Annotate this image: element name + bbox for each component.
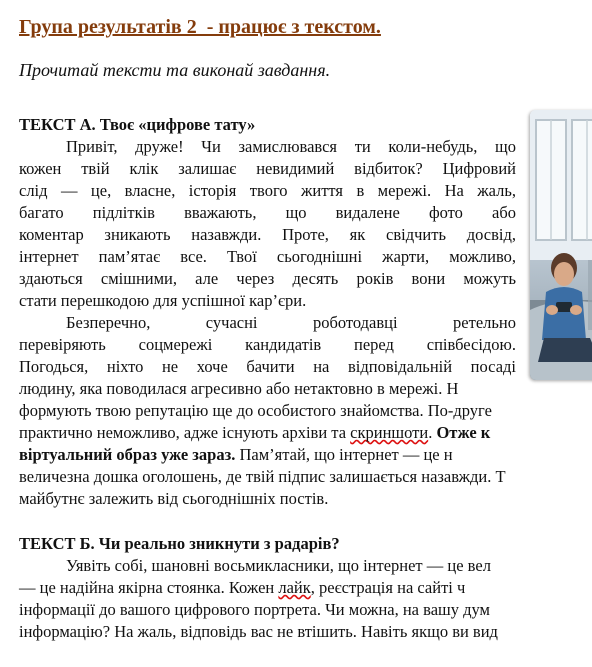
text-a-line: величезна дошка оголошень, де твій підпис залишається назавжди. Т bbox=[19, 467, 506, 486]
text-b-line: інформації до вашого цифрового портрета. Чи можна, на вашу дум bbox=[19, 600, 490, 619]
text-a-title: ТЕКСТ А. Твоє «цифрове тату» bbox=[19, 115, 256, 134]
text-a-line: здаються смішними, але через десять років вони можуть bbox=[19, 269, 516, 288]
text-a-emphasis: віртуальний образ уже зараз. bbox=[19, 445, 236, 464]
text-a-line: Безперечно, сучасні роботодавці ретельно bbox=[66, 313, 516, 332]
text-b-title: ТЕКСТ Б. Чи реально зникнути з радарів? bbox=[19, 534, 340, 553]
text-b-line: інформацію? На жаль, відповідь вас не втішить. Навіть якщо ви вид bbox=[19, 622, 498, 641]
spellcheck-word: скриншоти bbox=[350, 423, 429, 442]
text-a-line: формують твою репутацію ще до особистого знайомства. По-друге bbox=[19, 401, 492, 420]
text-a-line: Погодься, ніхто не хоче бачити на відповідальній посаді bbox=[19, 357, 516, 376]
text-a-fragment: практично неможливо, адже існують архіви та bbox=[19, 423, 351, 442]
text-b-line bbox=[19, 577, 465, 599]
text-b-fragment: , реєстрація на сайті ч bbox=[310, 578, 466, 597]
text-a-line: багато підлітків вважають, що видалене фото або bbox=[19, 203, 516, 222]
text-a-line: коментар зникають назавжди. Проте, як свідчить досвід, bbox=[19, 225, 516, 244]
text-a-line: перевіряють соцмережі кандидатів перед співбесідою. bbox=[19, 335, 516, 354]
text-a-line: інтернет пам’ятає все. Твої сьогоднішні жарти, можливо, bbox=[19, 247, 516, 266]
photo-scene bbox=[530, 110, 592, 380]
text-a-line: людину, яка поводилася агресивно або нетактовно в мережі. Н bbox=[19, 379, 459, 398]
section-heading: Група результатів 2 - працює з текстом. bbox=[19, 16, 381, 38]
text-b-fragment: — це надійна якірна стоянка. Кожен bbox=[19, 578, 279, 597]
text-a-line: кожен твій клік залишає невидимий відбиток? Цифровий bbox=[19, 159, 516, 178]
text-a-line: майбутнє залежить від сьогоднішніх постів. bbox=[19, 489, 329, 508]
text-a-line: слід — це, власне, історія твого життя в мережі. На жаль, bbox=[19, 181, 516, 200]
text-b-line: Уявіть собі, шановні восьмикласники, що інтернет — це вел bbox=[66, 556, 491, 575]
text-a-line bbox=[19, 444, 453, 466]
task-instruction: Прочитай тексти та виконай завдання. bbox=[19, 60, 331, 80]
teen-with-phone-illustration bbox=[530, 110, 592, 380]
text-a-line: стати перешкодою для успішної кар’єри. bbox=[19, 291, 307, 310]
text-a-line bbox=[19, 422, 490, 444]
spellcheck-word: лайк bbox=[278, 578, 311, 597]
text-a-line: Привіт, друже! Чи замислювався ти коли-небудь, що bbox=[66, 137, 516, 156]
text-a-emphasis: Отже к bbox=[436, 423, 491, 442]
text-a-fragment: Пам’ятай, що інтернет — це н bbox=[235, 445, 453, 464]
text-a-fragment: . bbox=[428, 423, 437, 442]
